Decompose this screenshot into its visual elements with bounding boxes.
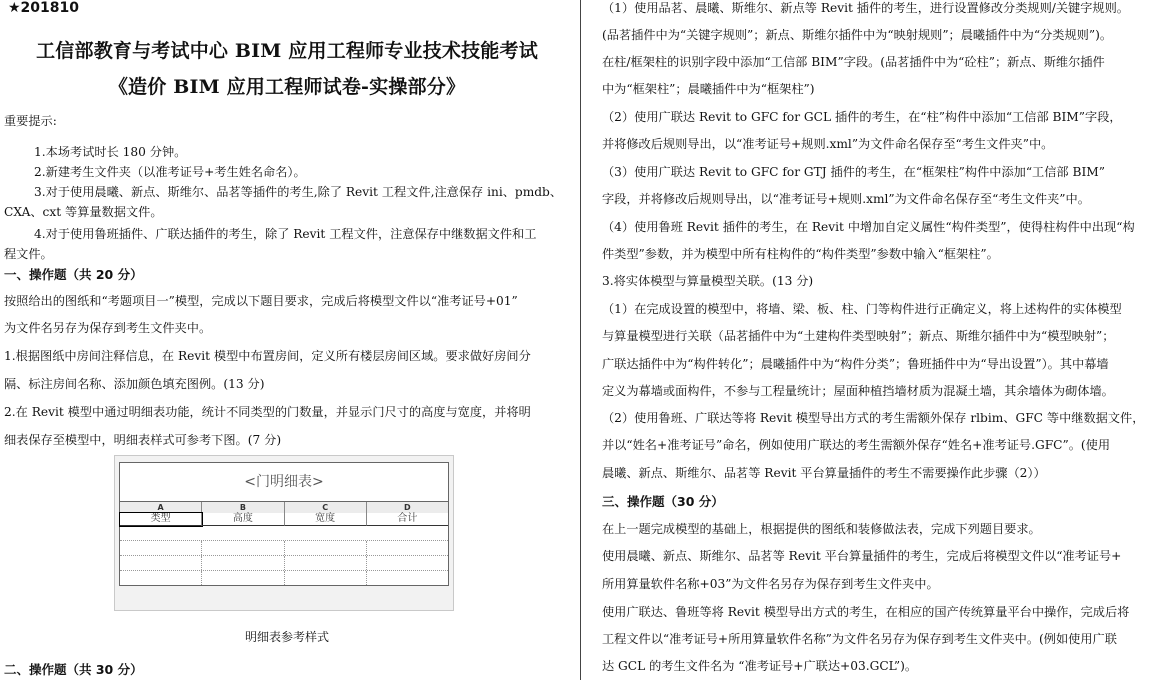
right-line: 广联达插件中为“构件转化”；晨曦插件中为“构件分类”；鲁班插件中为“导出设置”）。其中幕墙	[602, 357, 1109, 371]
exam-code: ★201810	[8, 0, 79, 16]
right-line: （3）使用广联达 Revit to GFC for GTJ 插件的考生，在“框架柱”构件中添加“工信部 BIM”	[602, 165, 1105, 179]
column-letter: A	[120, 502, 202, 513]
section1-line: 2.在 Revit 模型中通过明细表功能，统计不同类型的门数量，并显示门尺寸的高度与宽度，并将明	[4, 405, 531, 419]
header-type: 类型	[120, 513, 202, 526]
column-divider	[580, 0, 581, 680]
right-line: （1）使用品茗、晨曦、斯维尔、新点等 Revit 插件的考生，进行设置修改分类规则/关键字规则。	[602, 1, 1129, 15]
right-line: 件类型”参数，并为模型中所有柱构件的“构件类型”参数中输入“框架柱”。	[602, 247, 999, 261]
notice-item: 4.对于使用鲁班插件、广联达插件的考生，除了 Revit 工程文件，注意保存中继数据文件和工	[34, 227, 537, 241]
section3-line: 达 GCL 的考生文件名为 “准考证号+广联达+03.GCL”)。	[602, 659, 918, 673]
right-column	[602, 0, 1158, 680]
right-line: （4）使用鲁班 Revit 插件的考生，在 Revit 中增加自定义属性“构件类型”，使得柱构件中出现“构	[602, 220, 1135, 234]
section3-line: 在上一题完成模型的基础上，根据提供的图纸和装修做法表，完成下列题目要求。	[602, 522, 1041, 536]
section3-heading: 三、操作题（30 分）	[602, 494, 724, 509]
section2-heading: 二、操作题（共 30 分）	[4, 662, 143, 677]
section1-line: 为文件名另存为保存到考生文件夹中。	[4, 321, 212, 335]
section1-line: 按照给出的图纸和“考题项目一”模型，完成以下题目要求，完成后将模型文件以“准考证号+01”	[4, 294, 518, 308]
section3-line: 所用算量软件名称+03”为文件名另存为保存到考生文件夹中。	[602, 577, 939, 591]
notice-item: 程文件。	[4, 247, 53, 261]
schedule-reference-image	[114, 455, 454, 611]
door-schedule	[119, 462, 449, 586]
column-letter: D	[367, 502, 448, 513]
right-line: 晨曦、新点、斯维尔、品茗等 Revit 平台算量插件的考生不需要操作此步骤（2））	[602, 466, 1046, 480]
header-count: 合计	[367, 513, 448, 526]
table-row	[120, 541, 448, 556]
right-line: (品茗插件中为“关键字规则”；新点、斯维尔插件中为“映射规则”；晨曦插件中为“分类规则”)。	[602, 28, 1113, 42]
notice-heading: 重要提示:	[4, 114, 57, 128]
right-line: （1）在完成设置的模型中，将墙、梁、板、柱、门等构件进行正确定义，将上述构件的实体模型	[602, 302, 1122, 316]
section1-heading: 一、操作题（共 20 分）	[4, 267, 143, 282]
notice-item: 3.对于使用晨曦、新点、斯维尔、品茗等插件的考生,除了 Revit 工程文件,注意保存 ini、pmdb、	[34, 185, 563, 199]
right-line: 3.将实体模型与算量模型关联。(13 分)	[602, 274, 814, 288]
section3-line: 使用广联达、鲁班等将 Revit 模型导出方式的考生，在相应的国产传统算量平台中操作，完成后将	[602, 605, 1130, 619]
right-line: （2）使用鲁班、广联达等将 Revit 模型导出方式的考生需额外保存 rlbim、GFC 等中继数据文件，	[602, 411, 1145, 425]
right-line: （2）使用广联达 Revit to GFC for GCL 插件的考生，在“柱”构件中添加“工信部 BIM”字段，	[602, 110, 1122, 124]
section1-line: 1.根据图纸中房间注释信息，在 Revit 模型中布置房间，定义所有楼层房间区域。要求做好房间分	[4, 349, 531, 363]
section1-line: 隔、标注房间名称、添加颜色填充图例。(13 分)	[4, 377, 265, 391]
notice-item: 2.新建考生文件夹（以准考证号+考生姓名命名）。	[34, 165, 306, 179]
right-line: 并将修改后规则导出，以“准考证号+规则.xml”为文件命名保存至“考生文件夹”中。	[602, 137, 1054, 151]
table-row	[120, 556, 448, 571]
notice-item: 1.本场考试时长 180 分钟。	[34, 145, 187, 159]
schedule-spacer	[120, 526, 448, 541]
notice-item: CXA、cxt 等算量数据文件。	[4, 205, 163, 219]
right-line: 并以“姓名+准考证号”命名，例如使用广联达的考生需额外保存“姓名+准考证号.GFC”。(使用	[602, 438, 1111, 452]
header-width: 宽度	[285, 513, 367, 526]
schedule-column-letters	[120, 502, 448, 513]
left-column	[4, 0, 570, 680]
column-letter: B	[202, 502, 284, 513]
right-line: 在柱/框架柱的识别字段中添加“工信部 BIM”字段。(品茗插件中为“砼柱”；新点、斯维尔插件	[602, 55, 1105, 69]
schedule-header-row	[120, 513, 448, 526]
section1-line: 细表保存至模型中，明细表样式可参考下图。(7 分)	[4, 433, 282, 447]
column-letter: C	[285, 502, 367, 513]
right-line: 字段，并将修改后规则导出，以“准考证号+规则.xml”为文件命名保存至“考生文件夹”中。	[602, 192, 1090, 206]
schedule-caption: 明细表参考样式	[244, 630, 329, 644]
right-line: 定义为幕墙或面构件，不参与工程量统计；屋面种植挡墙材质为混凝土墙，其余墙体为砌体墙。	[602, 384, 1114, 398]
right-line: 中为“框架柱”；晨曦插件中为“框架柱”)	[602, 82, 815, 96]
schedule-title: <门明细表>	[120, 463, 448, 502]
table-row	[120, 571, 448, 585]
section3-line: 工程文件以“准考证号+所用算量软件名称”为文件名另存为保存到考生文件夹中。(例如使用广联	[602, 632, 1117, 646]
header-height: 高度	[202, 513, 284, 526]
exam-title-line2: 《造价 BIM 应用工程师试卷-实操部分》	[108, 76, 466, 98]
right-line: 与算量模型进行关联（品茗插件中为“土建构件类型映射”；新点、斯维尔插件中为“模型映射”；	[602, 329, 1115, 343]
exam-title-line1: 工信部教育与考试中心 BIM 应用工程师专业技术技能考试	[36, 40, 538, 62]
section3-line: 使用晨曦、新点、斯维尔、品茗等 Revit 平台算量插件的考生，完成后将模型文件以“准考证号+	[602, 549, 1122, 563]
